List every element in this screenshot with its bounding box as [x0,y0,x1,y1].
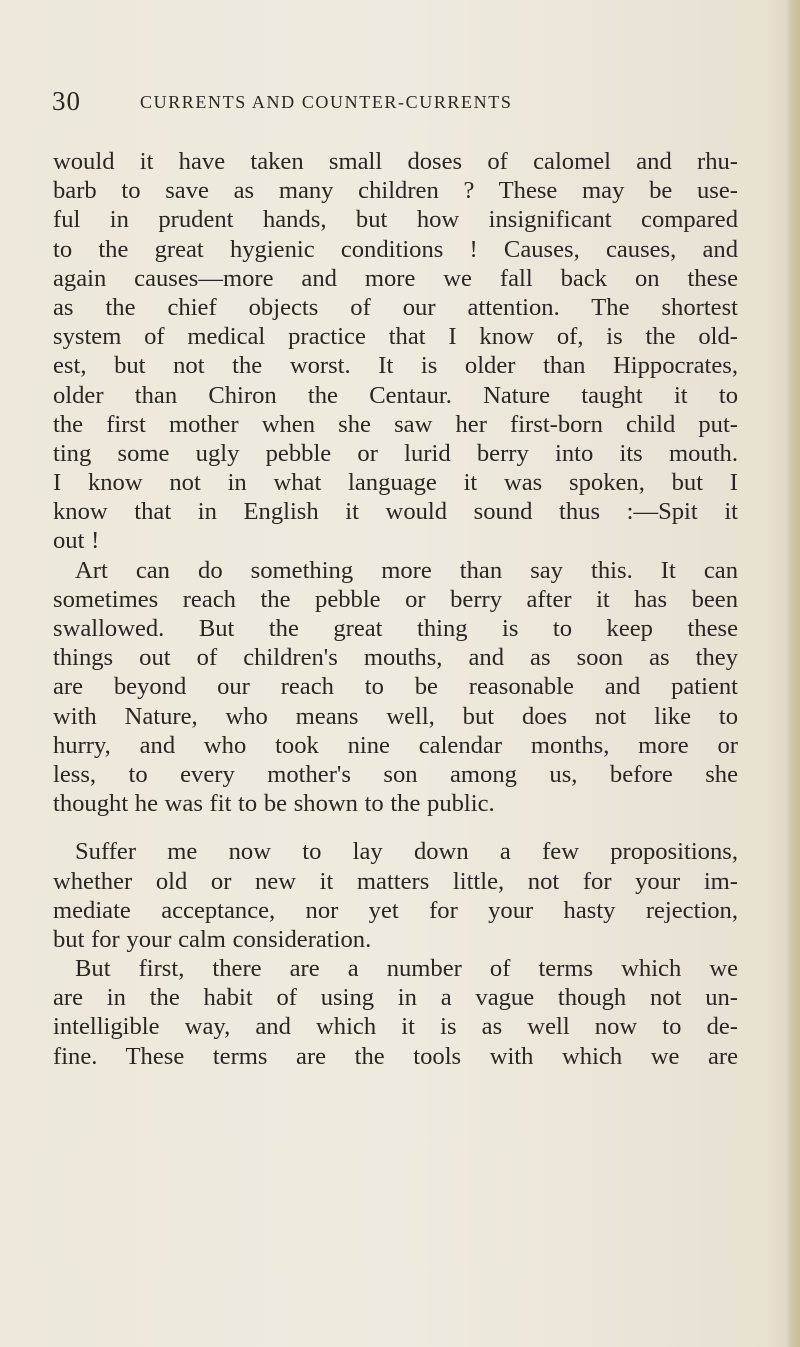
paragraph-2 [53,556,738,819]
text-line: Suffer me now to lay down a few propositions, [75,838,738,866]
text-line: whether old or new it matters little, not for your im- [53,867,738,895]
text-line: barb to save as many children ? These may be use- [53,177,738,205]
text-line: est, but not the worst. It is older than Hippocrates, [53,352,738,380]
text-line: I know not in what language it was spoken, but I [53,469,738,497]
text-line: but for your calm consideration. [53,925,372,953]
text-line: mediate acceptance, nor yet for your hasty rejection, [53,896,738,924]
text-line: less, to every mother's son among us, before she [53,760,738,788]
text-line: system of medical practice that I know of, is the old- [53,323,738,351]
text-line: to the great hygienic conditions ! Causes, causes, and [53,235,738,263]
text-line: But first, there are a number of terms which we [75,955,738,983]
body-text [53,147,738,1071]
text-line: swallowed. But the great thing is to keep these [53,615,738,642]
text-line: thought he was fit to be shown to the public. [53,790,495,818]
paragraph-gap [53,818,738,837]
text-line: Art can do something more than say this. It can [75,556,738,584]
text-line: again causes—more and more we fall back on these [53,264,738,292]
text-line: are in the habit of using in a vague though not un- [53,984,738,1012]
text-line: sometimes reach the pebble or berry after it has been [53,585,738,613]
text-line: ting some ugly pebble or lurid berry into its mouth. [53,439,738,467]
page-number: 30 [52,86,81,116]
text-line: intelligible way, and which it is as well now to de- [53,1013,738,1041]
text-line: know that in English it would sound thus :—Spit it [53,498,738,526]
text-line: ful in prudent hands, but how insignificant compared [53,206,738,234]
text-line: out ! [53,527,100,555]
text-line: hurry, and who took nine calendar months, more or [53,731,738,759]
paragraph-4 [53,954,738,1071]
text-line: the first mother when she saw her first-born child put- [53,410,738,438]
text-line: are beyond our reach to be reasonable and patient [53,673,738,701]
page-edge [786,0,800,1347]
paragraph-1 [53,147,738,556]
text-line: older than Chiron the Centaur. Nature taught it to [53,381,738,409]
text-line: as the chief objects of our attention. The shortest [53,293,738,321]
page-header [52,86,662,126]
text-line: with Nature, who means well, but does not like to [53,702,738,730]
text-line: things out of children's mouths, and as soon as they [53,644,738,672]
text-line: would it have taken small doses of calomel and rhu- [53,148,738,175]
running-head: CURRENTS AND COUNTER-CURRENTS [140,92,513,112]
text-line: fine. These terms are the tools with which we are [53,1042,738,1070]
paragraph-3 [53,837,738,954]
